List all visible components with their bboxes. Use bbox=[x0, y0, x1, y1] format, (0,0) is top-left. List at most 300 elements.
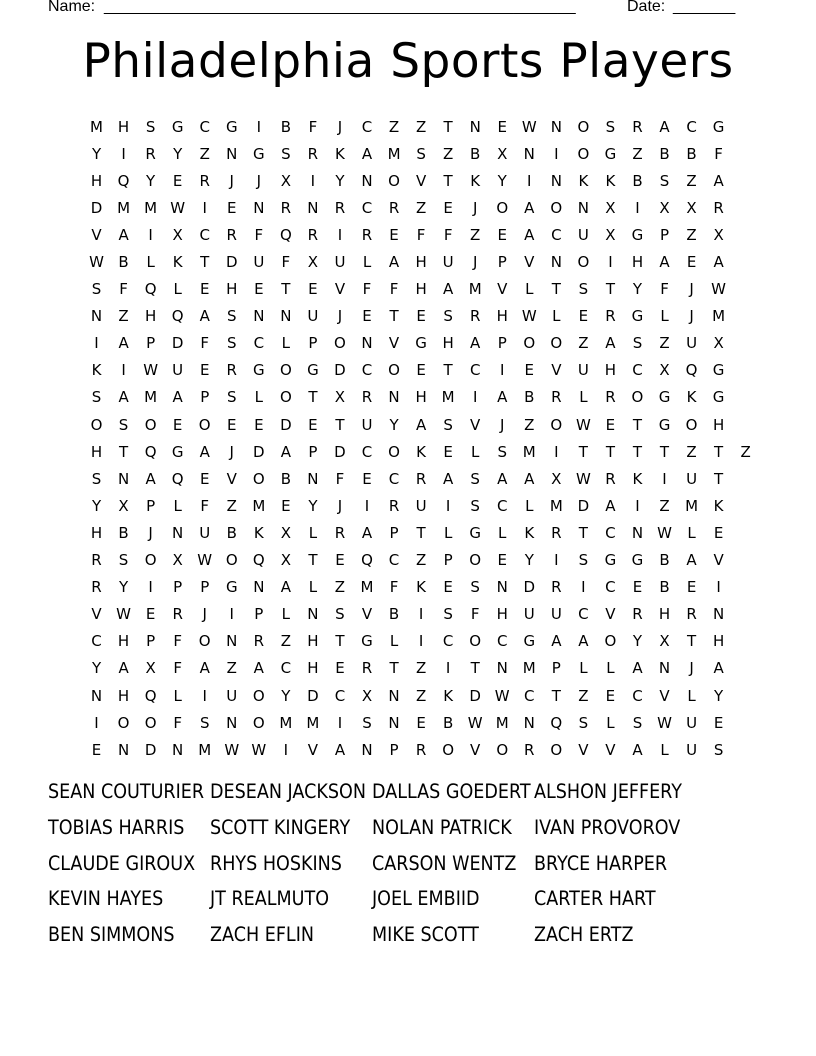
grid-letter: H bbox=[712, 415, 725, 434]
grid-letter: G bbox=[523, 632, 536, 651]
grid-letter: X bbox=[497, 144, 508, 163]
grid-letter: T bbox=[443, 361, 453, 380]
grid-letter: A bbox=[443, 280, 454, 299]
grid-letter: B bbox=[659, 578, 670, 597]
grid-letter: P bbox=[389, 740, 399, 759]
grid-letter: T bbox=[118, 442, 129, 461]
grid-letter: E bbox=[227, 415, 237, 434]
grid-letter: S bbox=[632, 713, 643, 732]
grid-letter: R bbox=[199, 171, 210, 190]
grid-letter: C bbox=[199, 117, 210, 136]
grid-letter: F bbox=[173, 713, 182, 732]
grid-letter: D bbox=[171, 334, 184, 353]
grid-letter: P bbox=[254, 605, 264, 624]
grid-letter: X bbox=[659, 198, 670, 217]
grid-letter: C bbox=[361, 442, 373, 461]
grid-letter: S bbox=[91, 388, 102, 407]
grid-row bbox=[83, 492, 759, 519]
grid-letter: L bbox=[498, 523, 507, 542]
grid-letter: E bbox=[281, 496, 291, 515]
grid-letter: O bbox=[252, 686, 265, 705]
grid-letter: U bbox=[550, 605, 562, 624]
grid-letter: Z bbox=[578, 334, 589, 353]
grid-letter: H bbox=[415, 388, 427, 407]
grid-letter: O bbox=[144, 713, 157, 732]
grid-letter: P bbox=[308, 442, 318, 461]
word-list-item: TOBIAS HARRIS bbox=[48, 815, 185, 839]
grid-letter: A bbox=[199, 442, 210, 461]
grid-row bbox=[83, 601, 759, 628]
grid-letter: Z bbox=[740, 442, 751, 461]
grid-letter: Z bbox=[578, 686, 589, 705]
grid-letter: E bbox=[227, 198, 237, 217]
grid-letter: Q bbox=[144, 280, 157, 299]
grid-letter: O bbox=[388, 171, 400, 190]
grid-letter: O bbox=[198, 415, 211, 434]
grid-letter: H bbox=[658, 605, 671, 624]
grid-letter: F bbox=[389, 578, 399, 597]
grid-letter: R bbox=[172, 605, 183, 624]
grid-letter: Q bbox=[144, 686, 157, 705]
grid-letter: D bbox=[523, 578, 536, 597]
grid-letter: Y bbox=[714, 686, 724, 705]
grid-letter: E bbox=[443, 442, 453, 461]
grid-letter: A bbox=[118, 225, 129, 244]
grid-letter: V bbox=[361, 605, 373, 624]
grid-letter: R bbox=[605, 388, 616, 407]
grid-letter: V bbox=[307, 740, 319, 759]
grid-letter: F bbox=[714, 144, 723, 163]
grid-letter: O bbox=[442, 740, 455, 759]
letter-grid bbox=[83, 113, 759, 763]
grid-letter: Z bbox=[686, 442, 697, 461]
grid-letter: L bbox=[579, 388, 588, 407]
grid-letter: O bbox=[523, 334, 536, 353]
grid-letter: D bbox=[577, 496, 590, 515]
grid-letter: I bbox=[635, 198, 640, 217]
grid-letter: E bbox=[362, 307, 372, 326]
name-label: Name: bbox=[48, 0, 96, 15]
grid-letter: X bbox=[605, 225, 616, 244]
grid-letter: L bbox=[173, 496, 182, 515]
grid-letter: Z bbox=[415, 551, 427, 570]
grid-letter: K bbox=[632, 469, 643, 488]
grid-letter: C bbox=[442, 632, 454, 651]
grid-letter: F bbox=[308, 117, 318, 136]
grid-letter: F bbox=[173, 632, 182, 651]
grid-letter: A bbox=[497, 388, 508, 407]
grid-letter: N bbox=[496, 578, 508, 597]
grid-letter: U bbox=[199, 523, 211, 542]
word-list-item: JOEL EMBIID bbox=[372, 887, 480, 911]
grid-letter: B bbox=[388, 605, 400, 624]
grid-letter: U bbox=[577, 361, 589, 380]
grid-letter: H bbox=[90, 442, 103, 461]
grid-letter: T bbox=[714, 469, 724, 488]
grid-letter: X bbox=[659, 361, 670, 380]
grid-letter: A bbox=[659, 117, 670, 136]
grid-letter: N bbox=[90, 307, 103, 326]
grid-letter: P bbox=[146, 334, 156, 353]
grid-letter: F bbox=[200, 496, 210, 515]
grid-letter: E bbox=[443, 198, 453, 217]
grid-letter: Y bbox=[335, 171, 345, 190]
grid-letter: H bbox=[117, 686, 130, 705]
grid-letter: E bbox=[145, 605, 156, 624]
grid-letter: N bbox=[253, 307, 265, 326]
grid-letter: Z bbox=[686, 225, 697, 244]
grid-letter: P bbox=[443, 551, 453, 570]
grid-letter: N bbox=[172, 523, 184, 542]
grid-letter: E bbox=[308, 280, 318, 299]
grid-letter: A bbox=[145, 469, 156, 488]
grid-row bbox=[83, 628, 759, 655]
grid-letter: T bbox=[659, 442, 670, 461]
grid-letter: L bbox=[362, 253, 372, 272]
grid-letter: A bbox=[497, 469, 508, 488]
grid-letter: Y bbox=[91, 496, 102, 515]
grid-letter: Q bbox=[117, 171, 130, 190]
grid-letter: Q bbox=[279, 225, 292, 244]
grid-letter: O bbox=[496, 198, 509, 217]
grid-letter: O bbox=[577, 253, 590, 272]
grid-letter: U bbox=[686, 469, 698, 488]
grid-letter: L bbox=[660, 740, 669, 759]
grid-letter: B bbox=[686, 144, 697, 163]
word-list-item: DALLAS GOEDERT bbox=[372, 780, 531, 803]
grid-letter: G bbox=[469, 523, 481, 542]
grid-letter: S bbox=[443, 415, 453, 434]
grid-letter: I bbox=[445, 659, 451, 678]
grid-letter: G bbox=[171, 117, 184, 136]
grid-letter: E bbox=[199, 469, 210, 488]
grid-letter: T bbox=[632, 442, 643, 461]
grid-letter: L bbox=[660, 307, 669, 326]
grid-letter: I bbox=[472, 388, 478, 407]
grid-letter: N bbox=[388, 713, 400, 732]
grid-letter: N bbox=[550, 253, 562, 272]
grid-letter: W bbox=[170, 198, 186, 217]
grid-letter: S bbox=[443, 605, 453, 624]
grid-letter: S bbox=[416, 144, 426, 163]
grid-letter: C bbox=[388, 469, 400, 488]
word-list-item: ZACH EFLIN bbox=[210, 923, 315, 947]
grid-letter: E bbox=[199, 280, 210, 299]
grid-letter: N bbox=[253, 578, 265, 597]
grid-letter: C bbox=[361, 361, 373, 380]
grid-letter: A bbox=[470, 334, 481, 353]
grid-letter: O bbox=[577, 144, 590, 163]
grid-letter: H bbox=[90, 523, 103, 542]
grid-letter: O bbox=[144, 415, 157, 434]
grid-letter: Y bbox=[632, 280, 643, 299]
grid-letter: D bbox=[253, 442, 265, 461]
grid-letter: G bbox=[658, 388, 671, 407]
grid-letter: L bbox=[552, 307, 561, 326]
grid-letter: Z bbox=[199, 144, 210, 163]
grid-letter: A bbox=[578, 632, 589, 651]
grid-letter: T bbox=[470, 659, 480, 678]
grid-letter: Z bbox=[442, 144, 454, 163]
grid-letter: Z bbox=[470, 225, 481, 244]
grid-letter: N bbox=[280, 307, 292, 326]
grid-letter: C bbox=[578, 605, 589, 624]
grid-letter: J bbox=[202, 605, 207, 624]
grid-letter: P bbox=[389, 523, 399, 542]
grid-letter: J bbox=[472, 198, 478, 217]
grid-letter: E bbox=[172, 171, 183, 190]
grid-row bbox=[83, 384, 759, 411]
grid-letter: C bbox=[605, 523, 616, 542]
grid-letter: I bbox=[229, 605, 234, 624]
grid-letter: B bbox=[280, 117, 291, 136]
grid-letter: W bbox=[657, 713, 672, 732]
grid-letter: C bbox=[91, 632, 102, 651]
grid-letter: Y bbox=[389, 415, 399, 434]
grid-letter: P bbox=[146, 496, 156, 515]
grid-letter: X bbox=[280, 171, 291, 190]
grid-letter: Z bbox=[388, 117, 400, 136]
grid-letter: O bbox=[279, 361, 292, 380]
grid-letter: I bbox=[364, 496, 370, 515]
grid-letter: R bbox=[524, 740, 535, 759]
grid-letter: C bbox=[253, 334, 265, 353]
grid-letter: V bbox=[524, 253, 535, 272]
grid-letter: P bbox=[308, 334, 318, 353]
grid-letter: S bbox=[281, 144, 291, 163]
grid-letter: O bbox=[496, 740, 509, 759]
grid-letter: G bbox=[631, 551, 644, 570]
grid-letter: B bbox=[659, 551, 670, 570]
grid-letter: W bbox=[467, 713, 483, 732]
grid-letter: A bbox=[388, 253, 400, 272]
grid-letter: L bbox=[173, 686, 182, 705]
grid-letter: M bbox=[387, 144, 401, 163]
grid-letter: O bbox=[550, 415, 563, 434]
grid-letter: E bbox=[416, 713, 426, 732]
grid-letter: F bbox=[389, 280, 399, 299]
grid-letter: T bbox=[443, 117, 453, 136]
grid-letter: S bbox=[118, 551, 129, 570]
grid-letter: W bbox=[494, 686, 510, 705]
grid-letter: H bbox=[415, 253, 427, 272]
grid-letter: V bbox=[497, 280, 508, 299]
grid-letter: O bbox=[252, 713, 265, 732]
grid-letter: R bbox=[307, 225, 319, 244]
grid-letter: Z bbox=[415, 198, 427, 217]
grid-letter: M bbox=[495, 713, 509, 732]
grid-letter: O bbox=[388, 361, 400, 380]
grid-letter: W bbox=[575, 469, 591, 488]
grid-letter: X bbox=[361, 686, 373, 705]
grid-letter: X bbox=[145, 659, 156, 678]
grid-letter: O bbox=[685, 415, 698, 434]
grid-letter: J bbox=[689, 307, 694, 326]
grid-letter: E bbox=[524, 361, 535, 380]
grid-letter: G bbox=[712, 361, 725, 380]
grid-letter: U bbox=[686, 334, 698, 353]
grid-letter: I bbox=[608, 253, 613, 272]
grid-letter: F bbox=[281, 253, 291, 272]
grid-letter: H bbox=[117, 632, 130, 651]
grid-letter: I bbox=[256, 117, 262, 136]
grid-letter: G bbox=[415, 334, 427, 353]
grid-letter: K bbox=[253, 523, 264, 542]
grid-letter: U bbox=[686, 740, 698, 759]
grid-letter: W bbox=[89, 253, 104, 272]
grid-letter: B bbox=[524, 388, 535, 407]
grid-letter: J bbox=[337, 307, 343, 326]
grid-letter: V bbox=[388, 334, 400, 353]
grid-letter: V bbox=[334, 280, 346, 299]
grid-letter: E bbox=[497, 225, 507, 244]
grid-letter: E bbox=[416, 361, 426, 380]
grid-row bbox=[83, 357, 759, 384]
grid-letter: Q bbox=[171, 307, 184, 326]
grid-letter: N bbox=[361, 334, 373, 353]
grid-letter: K bbox=[91, 361, 102, 380]
grid-letter: S bbox=[145, 117, 156, 136]
grid-letter: B bbox=[118, 523, 129, 542]
grid-letter: Y bbox=[118, 578, 129, 597]
grid-letter: N bbox=[388, 388, 400, 407]
grid-letter: L bbox=[281, 334, 291, 353]
grid-letter: D bbox=[469, 686, 481, 705]
grid-letter: U bbox=[334, 253, 346, 272]
grid-row bbox=[83, 736, 759, 763]
grid-letter: O bbox=[334, 334, 346, 353]
grid-letter: L bbox=[308, 578, 318, 597]
grid-letter: H bbox=[604, 361, 617, 380]
grid-letter: O bbox=[225, 551, 238, 570]
grid-letter: H bbox=[307, 632, 319, 651]
grid-letter: O bbox=[198, 632, 211, 651]
grid-letter: R bbox=[226, 225, 237, 244]
grid-letter: T bbox=[605, 280, 615, 299]
grid-letter: X bbox=[713, 225, 724, 244]
grid-letter: R bbox=[145, 144, 156, 163]
grid-letter: O bbox=[550, 740, 563, 759]
grid-letter: V bbox=[551, 361, 562, 380]
grid-letter: K bbox=[416, 578, 426, 597]
grid-row bbox=[83, 330, 759, 357]
grid-letter: H bbox=[90, 171, 103, 190]
grid-letter: Z bbox=[334, 578, 346, 597]
grid-letter: O bbox=[388, 442, 400, 461]
grid-letter: I bbox=[554, 144, 559, 163]
grid-letter: J bbox=[229, 171, 234, 190]
grid-letter: R bbox=[469, 307, 481, 326]
grid-letter: J bbox=[256, 171, 262, 190]
grid-letter: R bbox=[226, 361, 237, 380]
grid-letter: C bbox=[524, 686, 535, 705]
grid-letter: F bbox=[416, 225, 426, 244]
grid-letter: E bbox=[713, 713, 724, 732]
grid-letter: K bbox=[524, 523, 535, 542]
grid-letter: Y bbox=[632, 632, 643, 651]
grid-letter: T bbox=[200, 253, 210, 272]
grid-letter: G bbox=[712, 388, 725, 407]
grid-letter: O bbox=[550, 198, 563, 217]
grid-letter: L bbox=[687, 523, 696, 542]
word-list-item: ZACH ERTZ bbox=[534, 923, 634, 947]
grid-row bbox=[83, 411, 759, 438]
grid-letter: T bbox=[416, 523, 426, 542]
grid-letter: W bbox=[575, 415, 591, 434]
grid-row bbox=[83, 709, 759, 736]
word-list bbox=[48, 778, 696, 957]
grid-letter: S bbox=[335, 605, 345, 624]
grid-letter: P bbox=[200, 578, 210, 597]
grid-letter: L bbox=[606, 713, 615, 732]
grid-letter: M bbox=[685, 496, 699, 515]
grid-letter: S bbox=[578, 713, 589, 732]
grid-letter: U bbox=[415, 496, 427, 515]
grid-letter: X bbox=[605, 198, 616, 217]
grid-letter: N bbox=[550, 171, 562, 190]
grid-letter: L bbox=[525, 280, 534, 299]
grid-letter: B bbox=[226, 523, 237, 542]
grid-row bbox=[83, 221, 759, 248]
grid-letter: A bbox=[280, 442, 291, 461]
grid-letter: M bbox=[90, 117, 103, 136]
grid-letter: I bbox=[500, 361, 505, 380]
grid-letter: R bbox=[361, 388, 373, 407]
grid-letter: U bbox=[361, 415, 373, 434]
grid-letter: Q bbox=[144, 442, 157, 461]
grid-letter: O bbox=[117, 713, 130, 732]
grid-letter: P bbox=[200, 388, 210, 407]
grid-letter: I bbox=[94, 334, 99, 353]
grid-letter: J bbox=[337, 496, 343, 515]
grid-letter: Y bbox=[146, 171, 156, 190]
grid-letter: G bbox=[604, 551, 617, 570]
grid-letter: Y bbox=[173, 144, 183, 163]
grid-letter: F bbox=[470, 605, 480, 624]
grid-letter: Y bbox=[91, 659, 102, 678]
grid-letter: Z bbox=[415, 686, 427, 705]
grid-letter: A bbox=[524, 225, 535, 244]
grid-letter: K bbox=[713, 496, 724, 515]
grid-letter: I bbox=[337, 225, 343, 244]
grid-letter: R bbox=[605, 469, 616, 488]
grid-letter: M bbox=[522, 659, 536, 678]
grid-letter: O bbox=[252, 469, 265, 488]
grid-letter: B bbox=[470, 144, 481, 163]
grid-letter: J bbox=[472, 253, 478, 272]
grid-letter: C bbox=[280, 659, 292, 678]
grid-letter: Q bbox=[361, 551, 373, 570]
grid-letter: I bbox=[94, 713, 99, 732]
grid-letter: M bbox=[360, 578, 374, 597]
grid-letter: N bbox=[577, 198, 589, 217]
grid-row bbox=[83, 167, 759, 194]
grid-letter: A bbox=[632, 659, 643, 678]
grid-letter: C bbox=[361, 117, 373, 136]
grid-letter: V bbox=[91, 225, 102, 244]
grid-letter: C bbox=[632, 361, 643, 380]
grid-letter: N bbox=[712, 605, 725, 624]
grid-letter: I bbox=[202, 198, 207, 217]
grid-letter: T bbox=[308, 388, 318, 407]
grid-letter: C bbox=[496, 632, 508, 651]
grid-letter: S bbox=[199, 713, 210, 732]
grid-letter: H bbox=[226, 280, 238, 299]
grid-letter: I bbox=[662, 469, 667, 488]
grid-letter: A bbox=[659, 253, 670, 272]
grid-letter: G bbox=[604, 144, 617, 163]
grid-letter: R bbox=[280, 198, 292, 217]
